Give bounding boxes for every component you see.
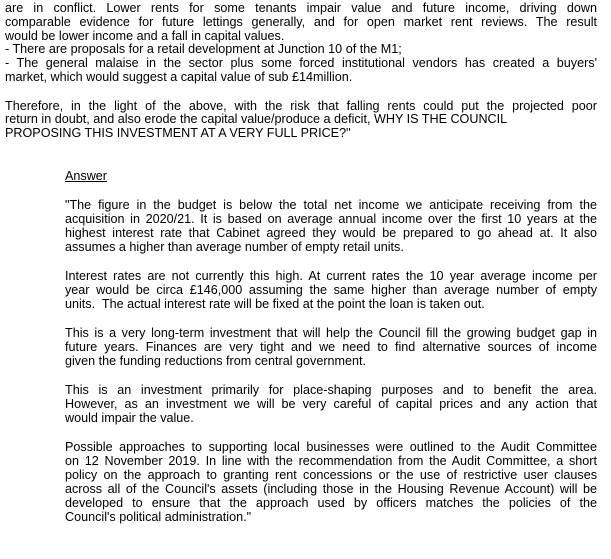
text-line: highest interest rate that Cabinet agreed they would be prepared to go ahead at. It also [65,226,597,240]
text-line: are in conflict. Lower rents for some tenants impair value and future income, driving down [5,1,597,15]
text-line: This is a very long-term investment that will help the Council fill the growing budget gap in [65,326,597,340]
text-line: developed to ensure that the approach used by officers matches the policies of the [65,496,597,510]
text-line: would be lower income and a fall in capital values. [5,29,285,43]
text-line: Interest rates are not currently this high. At current rates the 10 year average income per [65,269,597,283]
text-line: Council's political administration." [65,510,252,524]
text-line: However, as an investment we will be very careful of capital prices and any action that [65,397,597,411]
text-line: "The figure in the budget is below the total net income we anticipate receiving from the [65,198,597,212]
text-line: return in doubt, and also erode the capital value/produce a deficit, WHY IS THE COUNCIL [5,112,508,126]
answer-heading: Answer [65,169,107,183]
text-line: market, which would suggest a capital value of sub £14million. [5,70,353,84]
text-line: on 12 November 2019. In line with the recommendation from the Audit Committee, a short [65,454,597,468]
text-line: PROPOSING THIS INVESTMENT AT A VERY FULL PRICE?" [5,126,351,140]
text-line: units. The actual interest rate will be fixed at the point the loan is taken out. [65,297,485,311]
text-line: policy on the approach to granting rent concessions or the use of restrictive user clauses [65,468,597,482]
text-line: future years. Finances are very tight and we need to find alternative sources of income [65,340,597,354]
text-line: Therefore, in the light of the above, with the risk that falling rents could put the projected poor [5,99,597,113]
text-line: across all of the Council's assets (including those in the Housing Revenue Account) will be [65,482,597,496]
bullet-line: - The general malaise in the sector plus some forced institutional vendors has created a buyers' [5,56,597,70]
text-line: assumes a higher than average number of empty retail units. [65,240,404,254]
bullet-line: - There are proposals for a retail development at Junction 10 of the M1; [5,42,402,56]
text-line: comparable evidence for future lettings generally, and for open market rent reviews. The result [5,15,597,29]
text-line: would impair the value. [65,411,194,425]
text-line: year would be circa £146,000 assuming the same higher than average number of empty [65,283,597,297]
text-line: This is an investment primarily for place-shaping purposes and to benefit the area. [65,383,597,397]
text-line: Possible approaches to supporting local businesses were outlined to the Audit Committee [65,440,597,454]
text-line: acquisition in 2020/21. It is based on average annual income over the first 10 years at the [65,212,597,226]
text-line: given the funding reductions from central government. [65,354,367,368]
